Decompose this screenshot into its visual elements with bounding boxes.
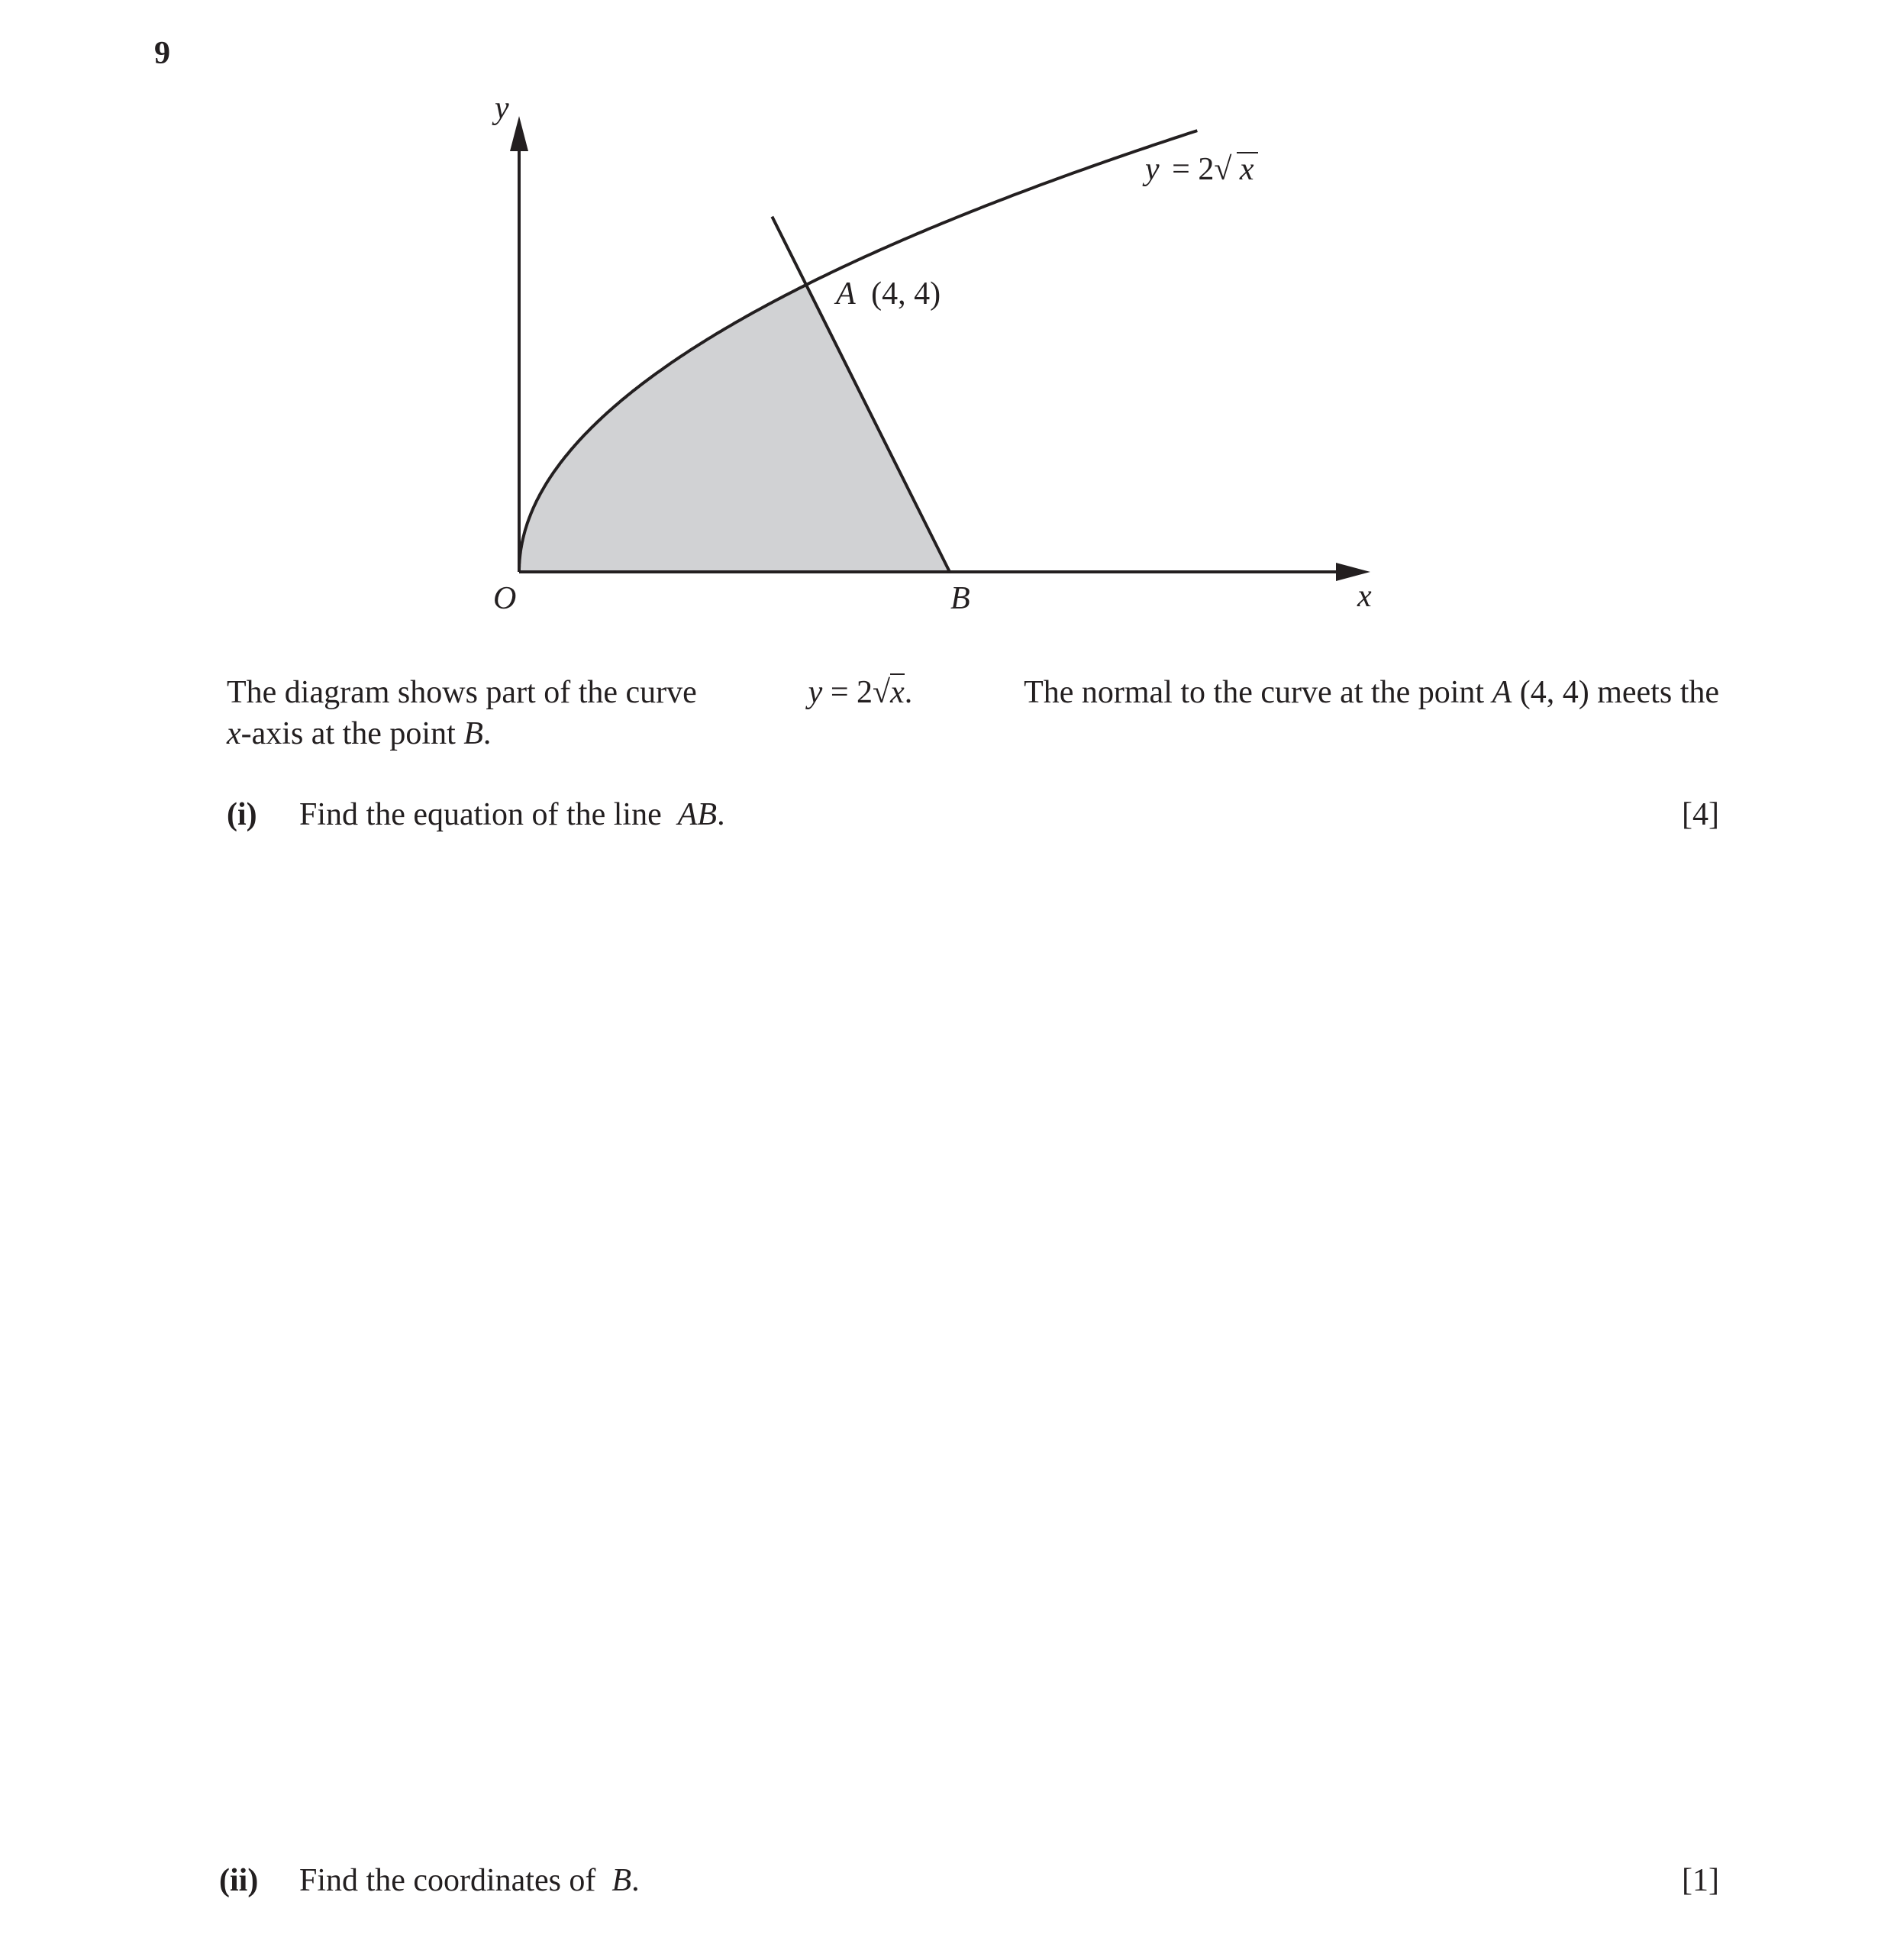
part-ii-text: Find the coordinates of B. — [299, 1863, 640, 1898]
intro-text-2: The normal to the curve at the point A (4, 4) meets the — [1024, 675, 1719, 710]
part-i-text: Find the equation of the line AB. — [299, 797, 725, 832]
curve-label: y = 2√ x — [1145, 152, 1254, 187]
point-b-label: B — [950, 581, 970, 616]
part-ii-number: (ii) — [219, 1863, 259, 1898]
curve-normal-diagram — [0, 0, 1894, 687]
intro-equation: y = 2√x. — [808, 675, 913, 710]
y-axis-label: y — [495, 91, 509, 126]
shaded-region — [519, 285, 950, 572]
intro-text-1: The diagram shows part of the curve — [227, 675, 697, 710]
part-ii-marks: [1] — [1682, 1863, 1719, 1898]
part-i-marks: [4] — [1682, 797, 1719, 832]
intro-line-2: x-axis at the point B. — [227, 716, 492, 751]
y-axis-arrow-icon — [510, 116, 528, 151]
question-intro — [227, 672, 1719, 754]
point-a-label: A (4, 4) — [836, 276, 941, 312]
part-i-number: (i) — [227, 797, 257, 832]
origin-label: O — [493, 581, 517, 616]
question-number: 9 — [154, 36, 170, 71]
x-axis-label: x — [1357, 579, 1372, 614]
